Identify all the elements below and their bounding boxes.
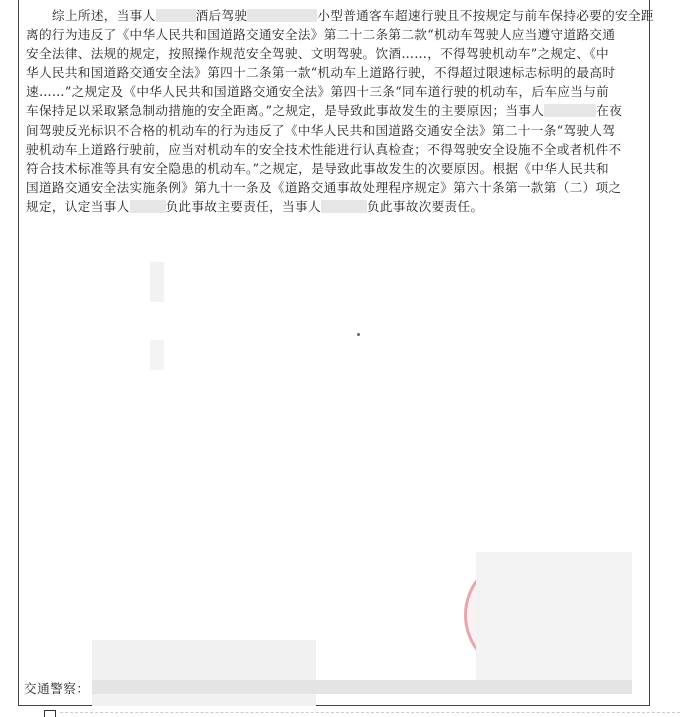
paragraph-line-4 bbox=[26, 63, 646, 82]
officer-label: 交通警察： bbox=[24, 681, 90, 696]
paragraph-line-9 bbox=[26, 159, 646, 178]
redacted-name bbox=[544, 104, 596, 117]
text-segment: 负此事故次要责任。 bbox=[366, 198, 484, 214]
footer-divider bbox=[60, 712, 680, 717]
text-segment: 驶机动车上道路行驶前，应当对机动车的安全技术性能进行认真检查；不得驾驶安全设施不全或者机件不 bbox=[26, 141, 622, 157]
paragraph-line-5 bbox=[26, 82, 646, 101]
accident-finding-paragraph bbox=[26, 6, 654, 216]
redacted-signature-strip bbox=[476, 680, 632, 694]
redacted-name bbox=[156, 9, 196, 22]
text-segment: 综上所述，当事人 bbox=[52, 8, 156, 23]
paragraph-line-7 bbox=[26, 121, 646, 140]
text-segment: 车保持足以采取紧急制动措施的安全距离。”之规定，是导致此事故发生的主要原因；当事人 bbox=[26, 103, 545, 119]
scan-artifact bbox=[150, 340, 164, 370]
text-segment: 在夜 bbox=[596, 103, 623, 119]
paragraph-line-8 bbox=[26, 140, 646, 159]
paragraph-line-1 bbox=[26, 6, 654, 25]
redacted-name bbox=[321, 200, 367, 213]
text-segment: 安全法律、法规的规定，按照操作规范安全驾驶、文明驾驶。饮酒……，不得驾驶机动车”之规定、《中 bbox=[26, 46, 609, 62]
text-segment: 规定，认定当事人 bbox=[26, 198, 130, 214]
paragraph-line-10 bbox=[26, 178, 646, 197]
text-segment: 酒后驾驶 bbox=[195, 8, 248, 23]
text-segment: 离的行为违反了《中华人民共和国道路交通安全法》第二十二条第二款“机动车驾驶人应当遵守道路交通 bbox=[26, 27, 616, 43]
redacted-name bbox=[130, 200, 166, 213]
text-segment: 小型普通客车超速行驶且不按规定与前车保持必要的安全距 bbox=[317, 8, 654, 23]
paragraph-line-6 bbox=[26, 101, 646, 120]
text-segment: 国道路交通安全法实施条例》第九十一条及《道路交通事故处理程序规定》第六十条第一款第（二）项之 bbox=[26, 179, 622, 195]
paragraph-line-3 bbox=[26, 44, 646, 63]
redacted-signature bbox=[92, 640, 316, 706]
text-segment: 速……”之规定及《中华人民共和国道路交通安全法》第四十三条“同车道行驶的机动车，后车应当与前 bbox=[26, 84, 610, 100]
text-segment: 符合技术标准等具有安全隐患的机动车。”之规定，是导致此事故发生的次要原因。根据《中华人民共和 bbox=[26, 160, 609, 176]
paragraph-line-2 bbox=[26, 25, 646, 44]
text-segment: 华人民共和国道路交通安全法》第四十二条第一款“机动车上道路行驶，不得超过限速标志标明的最高时 bbox=[26, 65, 616, 81]
paragraph-line-11 bbox=[26, 197, 646, 216]
text-segment: 间驾驶反光标识不合格的机动车的行为违反了《中华人民共和国道路交通安全法》第二十一条“驾驶人驾 bbox=[26, 122, 616, 138]
redacted-plate bbox=[247, 9, 317, 22]
redacted-seal-cover bbox=[476, 552, 632, 692]
text-segment: 负此事故主要责任，当事人 bbox=[165, 198, 321, 214]
scan-artifact bbox=[150, 262, 164, 302]
scan-speck bbox=[357, 333, 360, 336]
